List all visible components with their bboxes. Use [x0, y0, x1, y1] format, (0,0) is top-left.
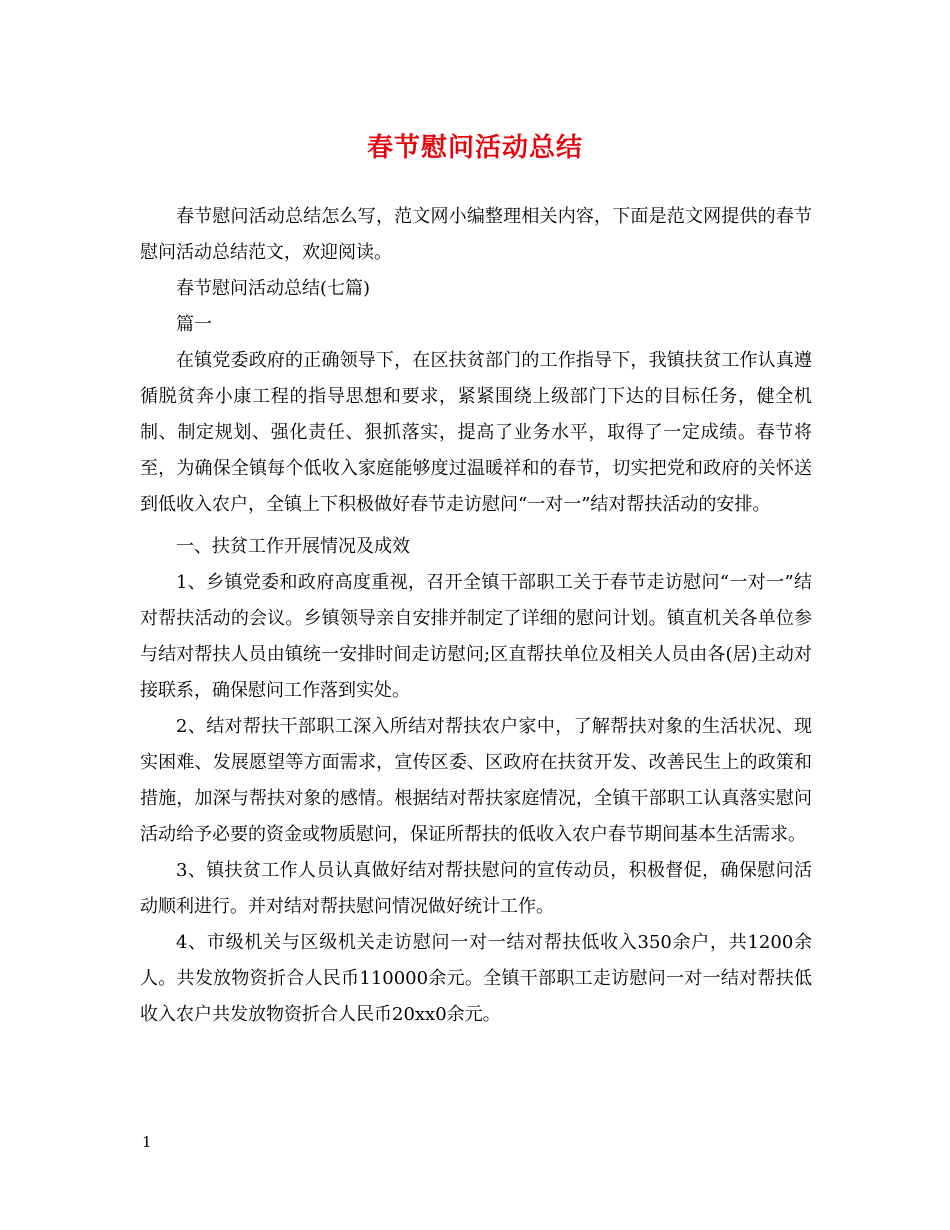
intro-paragraph: 春节慰问活动总结怎么写，范文网小编整理相关内容，下面是范文网提供的春节慰问活动总结范文，欢迎阅读。 — [140, 206, 812, 263]
subtitle-paragraph: 春节慰问活动总结(七篇) — [176, 278, 371, 299]
document-body — [140, 199, 812, 1033]
list-item-2: 2、结对帮扶干部职工深入所结对帮扶农户家中，了解帮扶对象的生活状况、现实困难、发展愿望等方面需求，宣传区委、区政府在扶贫开发、改善民生上的政策和措施，加深与帮扶对象的感情。根据结对帮扶家庭情况，全镇干部职工认真落实慰问活动给予必要的资金或物质慰问，保证所帮扶的低收入农户春节期间基本生活需求。 — [140, 716, 812, 845]
document-title: 春节慰问活动总结 — [366, 133, 583, 163]
page-number: 1 — [142, 1133, 152, 1151]
list-item-1: 1、乡镇党委和政府高度重视，召开全镇干部职工关于春节走访慰问“一对一”结对帮扶活动的会议。乡镇领导亲自安排并制定了详细的慰问计划。镇直机关各单位参与结对帮扶人员由镇统一安排时间走访慰问;区直帮扶单位及相关人员由各(居)主动对接联系，确保慰问工作落到实处。 — [140, 572, 812, 701]
body-paragraph: 在镇党委政府的正确领导下，在区扶贫部门的工作指导下，我镇扶贫工作认真遵循脱贫奔小康工程的指导思想和要求，紧紧围绕上级部门下达的目标任务，健全机制、制定规划、强化责任、狠抓落实，提高了业务水平，取得了一定成绩。春节将至，为确保全镇每个低收入家庭能够度过温暖祥和的春节，切实把党和政府的关怀送到低收入农户，全镇上下积极做好春节走访慰问“一对一”结对帮扶活动的安排。 — [140, 350, 812, 515]
list-item-4: 4、市级机关与区级机关走访慰问一对一结对帮扶低收入350余户，共1200余人。共发放物资折合人民币110000余元。全镇干部职工走访慰问一对一结对帮扶低收入农户共发放物资折合人民币20xx0余元。 — [140, 932, 812, 1025]
section-label: 篇一 — [176, 314, 212, 335]
list-item-3: 3、镇扶贫工作人员认真做好结对帮扶慰问的宣传动员，积极督促，确保慰问活动顺利进行。并对结对帮扶慰问情况做好统计工作。 — [140, 860, 812, 917]
section-heading: 一、扶贫工作开展情况及成效 — [176, 536, 410, 557]
